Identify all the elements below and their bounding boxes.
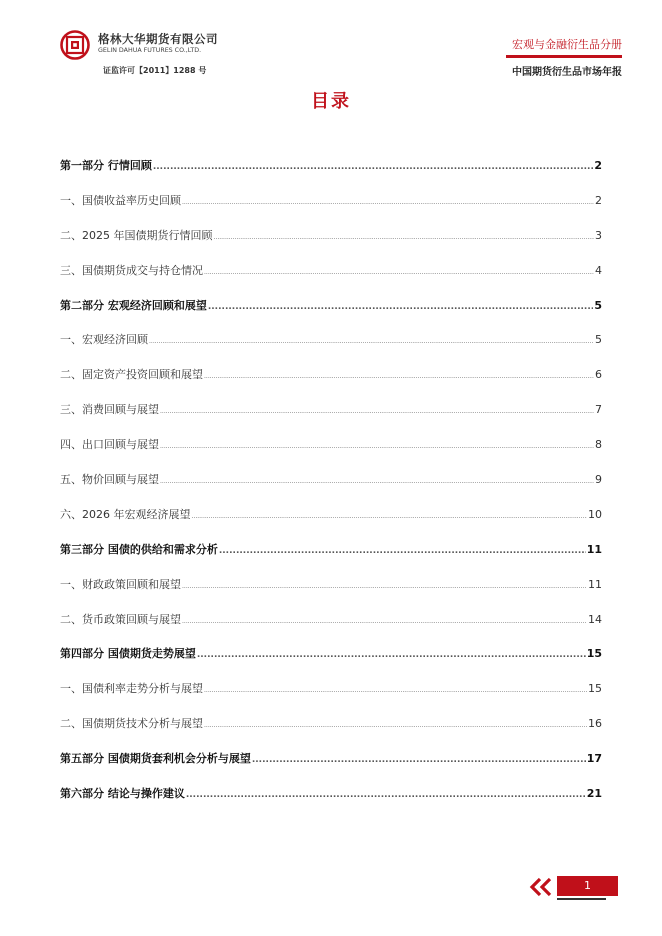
toc-entry[interactable] bbox=[60, 436, 602, 471]
toc-page-number: 7 bbox=[595, 403, 602, 417]
toc-entry-label: 一、宏观经济回顾 bbox=[60, 333, 148, 347]
toc-leader-dots bbox=[208, 302, 594, 312]
header-divider bbox=[506, 55, 622, 58]
double-chevron-left-icon bbox=[528, 877, 554, 897]
report-title: 中国期货衍生品市场年报 bbox=[512, 67, 622, 78]
toc-entry-label: 六、2026 年宏观经济展望 bbox=[60, 507, 191, 521]
toc-leader-dots bbox=[204, 722, 587, 729]
company-name-en: GELIN DAHUA FUTURES CO.,LTD. bbox=[98, 47, 202, 54]
toc-leader-dots bbox=[160, 443, 594, 450]
toc-entry-label: 一、国债收益率历史回顾 bbox=[60, 193, 181, 207]
toc-leader-dots bbox=[197, 650, 586, 660]
license-number: 证监许可【2011】1288 号 bbox=[103, 66, 207, 75]
toc-entry[interactable] bbox=[60, 401, 602, 436]
toc-entry[interactable] bbox=[60, 506, 602, 541]
toc-page-number: 14 bbox=[588, 612, 602, 626]
toc-leader-dots bbox=[204, 269, 594, 276]
company-name-cn: 格林大华期货有限公司 bbox=[98, 32, 218, 46]
toc-entry-label: 五、物价回顾与展望 bbox=[60, 473, 159, 487]
toc-leader-dots bbox=[182, 583, 587, 590]
toc-page-number: 21 bbox=[586, 787, 602, 801]
toc-page-number: 16 bbox=[588, 717, 602, 731]
toc-entry-label: 四、出口回顾与展望 bbox=[60, 438, 159, 452]
toc-leader-dots bbox=[153, 162, 594, 172]
toc-leader-dots bbox=[204, 687, 587, 694]
toc-leader-dots bbox=[186, 790, 586, 800]
toc-entry[interactable] bbox=[60, 471, 602, 506]
toc-leader-dots bbox=[252, 755, 586, 765]
toc-page-number: 5 bbox=[594, 298, 602, 312]
toc-entry-label: 第五部分 国债期货套利机会分析与展望 bbox=[60, 752, 251, 766]
page-number: 1 bbox=[557, 876, 618, 896]
toc-page-number: 8 bbox=[595, 438, 602, 452]
toc-page-number: 11 bbox=[588, 577, 602, 591]
toc-page-number: 15 bbox=[588, 682, 602, 696]
toc-entry-label: 二、固定资产投资回顾和展望 bbox=[60, 368, 203, 382]
toc-page-number: 9 bbox=[595, 473, 602, 487]
toc-entry-label: 第四部分 国债期货走势展望 bbox=[60, 647, 196, 661]
toc-leader-dots bbox=[149, 338, 594, 345]
toc-page-number: 15 bbox=[586, 647, 602, 661]
toc-entry-label: 第一部分 行情回顾 bbox=[60, 159, 152, 172]
toc-entry[interactable] bbox=[60, 715, 602, 750]
toc-leader-dots bbox=[204, 373, 594, 380]
page-number-underline bbox=[557, 898, 606, 900]
toc-entry[interactable] bbox=[60, 192, 602, 227]
toc-leader-dots bbox=[219, 546, 586, 556]
toc-entry-label: 一、国债利率走势分析与展望 bbox=[60, 682, 203, 696]
toc-entry-label: 第六部分 结论与操作建议 bbox=[60, 787, 185, 801]
toc-entry[interactable] bbox=[60, 366, 602, 401]
toc-entry[interactable] bbox=[60, 331, 602, 366]
toc-entry-label: 二、2025 年国债期货行情回顾 bbox=[60, 228, 213, 242]
toc-entry[interactable] bbox=[60, 680, 602, 715]
toc-leader-dots bbox=[214, 234, 595, 241]
toc-entry[interactable] bbox=[60, 262, 602, 297]
toc-part-entry[interactable] bbox=[60, 157, 602, 192]
toc-leader-dots bbox=[192, 513, 588, 520]
toc-page-number: 5 bbox=[595, 333, 602, 347]
toc-page-number: 4 bbox=[595, 263, 602, 277]
toc-page-number: 17 bbox=[586, 752, 602, 766]
toc-part-entry[interactable] bbox=[60, 645, 602, 680]
toc-title: 目录 bbox=[311, 91, 351, 112]
toc-part-entry[interactable] bbox=[60, 541, 602, 576]
toc-part-entry[interactable] bbox=[60, 750, 602, 785]
toc-leader-dots bbox=[182, 199, 594, 206]
toc-part-entry[interactable] bbox=[60, 785, 602, 820]
toc-page-number: 11 bbox=[586, 542, 602, 556]
toc-entry-label: 三、消费回顾与展望 bbox=[60, 403, 159, 417]
series-title: 宏观与金融衍生品分册 bbox=[512, 38, 622, 51]
toc-part-entry[interactable] bbox=[60, 297, 602, 332]
toc-entry[interactable] bbox=[60, 576, 602, 611]
toc-page-number: 3 bbox=[595, 228, 602, 242]
toc-entry-label: 一、财政政策回顾和展望 bbox=[60, 577, 181, 591]
table-of-contents bbox=[60, 157, 602, 820]
company-logo-icon bbox=[60, 30, 90, 60]
toc-entry-label: 二、货币政策回顾与展望 bbox=[60, 612, 181, 626]
toc-page-number: 6 bbox=[595, 368, 602, 382]
page-header bbox=[0, 0, 662, 80]
toc-entry-label: 三、国债期货成交与持仓情况 bbox=[60, 263, 203, 277]
toc-page-number: 10 bbox=[588, 507, 602, 521]
toc-entry-label: 二、国债期货技术分析与展望 bbox=[60, 717, 203, 731]
toc-page-number: 2 bbox=[594, 159, 602, 172]
toc-entry[interactable] bbox=[60, 227, 602, 262]
toc-entry[interactable] bbox=[60, 611, 602, 646]
toc-leader-dots bbox=[182, 618, 587, 625]
toc-entry-label: 第三部分 国债的供给和需求分析 bbox=[60, 542, 218, 556]
toc-entry-label: 第二部分 宏观经济回顾和展望 bbox=[60, 298, 207, 312]
toc-page-number: 2 bbox=[595, 193, 602, 207]
toc-leader-dots bbox=[160, 478, 594, 485]
toc-leader-dots bbox=[160, 408, 594, 415]
